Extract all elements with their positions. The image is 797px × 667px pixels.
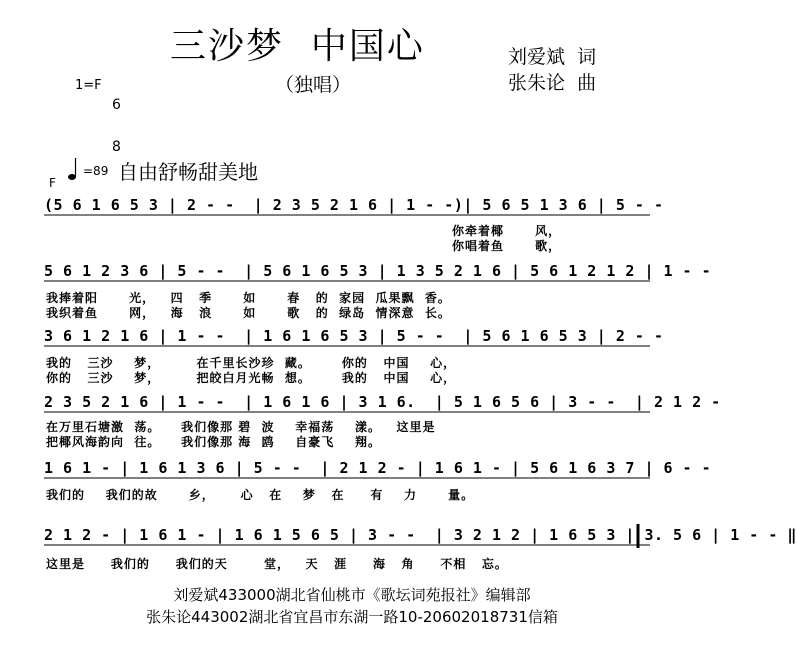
- song-subtitle: （独唱）: [275, 74, 352, 96]
- score-row-4-lyric-verse2: 把椰风海韵向 往。 我们像那 海 鸥 自豪飞 翔。: [46, 435, 382, 449]
- time-numerator: 6: [112, 97, 121, 113]
- score-row-5-notes: 1 6 1 - | 1 6 1 3 6 | 5 - - | 2 1 2 - | 1 6 1 - | 5 6 1 6 3 7 | 6 - -: [44, 459, 712, 477]
- score-row-1-lyric-verse2: 你唱着鱼 歌，: [452, 239, 562, 253]
- expression-marking: 自由舒畅甜美地: [118, 160, 258, 184]
- score-row-3-lyric-verse1: 我的 三沙 梦， 在千里长沙珍 藏。 你的 中国 心，: [46, 356, 457, 370]
- score-row-4-notes: 2 3 5 2 1 6 | 1 - - | 1 6 1 6 | 3 1 6. | 5 1 6 5 6 | 3 - - | 2 1 2 -: [44, 393, 721, 411]
- score-row-4-lyric-verse1: 在万里石塘激 荡。 我们像那 碧 波 幸福荡 漾。 这里是: [46, 420, 436, 434]
- score-row-6-notes: 2 1 2 - | 1 6 1 - | 1 6 1 5 6 5 | 3 - - | 3 2 1 2 | 1 6 5 3 | 3. 5 6 | 1 - - ‖: [44, 526, 797, 544]
- tempo-key-label: F: [49, 176, 56, 190]
- score-row-5-lyric: 我们的 我们的故 乡， 心 在 梦 在 有 力 量。: [46, 488, 475, 502]
- footer-composer-address: 张朱论443002湖北省宜昌市东湖一路10-20602018731信箱: [146, 608, 558, 626]
- composer-credit: 张朱论 曲: [508, 72, 597, 94]
- key-signature: 1=F: [75, 78, 102, 93]
- score-row-1-notes: (5 6 1 6 5 3 | 2 - - | 2 3 5 2 1 6 | 1 - -)| 5 6 5 1 3 6 | 5 - -: [44, 196, 664, 214]
- score-row-2-lyric-verse2: 我织着鱼 网， 海 浪 如 歌 的 绿岛 情深意 长。: [46, 306, 451, 320]
- score-row-6-lyric: 这里是 我们的 我们的天 堂， 天 涯 海 角 不相 忘。: [46, 557, 508, 571]
- song-title: 三沙梦 中国心: [170, 26, 425, 67]
- score-row-2-lyric-verse1: 我捧着阳 光， 四 季 如 春 的 家园 瓜果飘 香。: [46, 291, 451, 305]
- score-row-3-lyric-verse2: 你的 三沙 梦， 把皎白月光畅 想。 我的 中国 心，: [46, 371, 457, 385]
- quarter-note-icon: [68, 158, 76, 180]
- score-row-2-notes: 5 6 1 2 3 6 | 5 - - | 5 6 1 6 5 3 | 1 3 5 2 1 6 | 5 6 1 2 1 2 | 1 - -: [44, 262, 712, 280]
- tempo-marking: =89: [83, 164, 109, 178]
- score-row-1-lyric-verse1: 你牵着椰 风，: [452, 224, 562, 238]
- lyricist-credit: 刘爱斌 词: [508, 46, 597, 68]
- time-denominator: 8: [112, 139, 121, 155]
- footer-lyricist-address: 刘爱斌433000湖北省仙桃市《歌坛词苑报社》编辑部: [173, 586, 531, 604]
- score-row-3-notes: 3 6 1 2 1 6 | 1 - - | 1 6 1 6 5 3 | 5 - - | 5 6 1 6 5 3 | 2 - -: [44, 327, 664, 345]
